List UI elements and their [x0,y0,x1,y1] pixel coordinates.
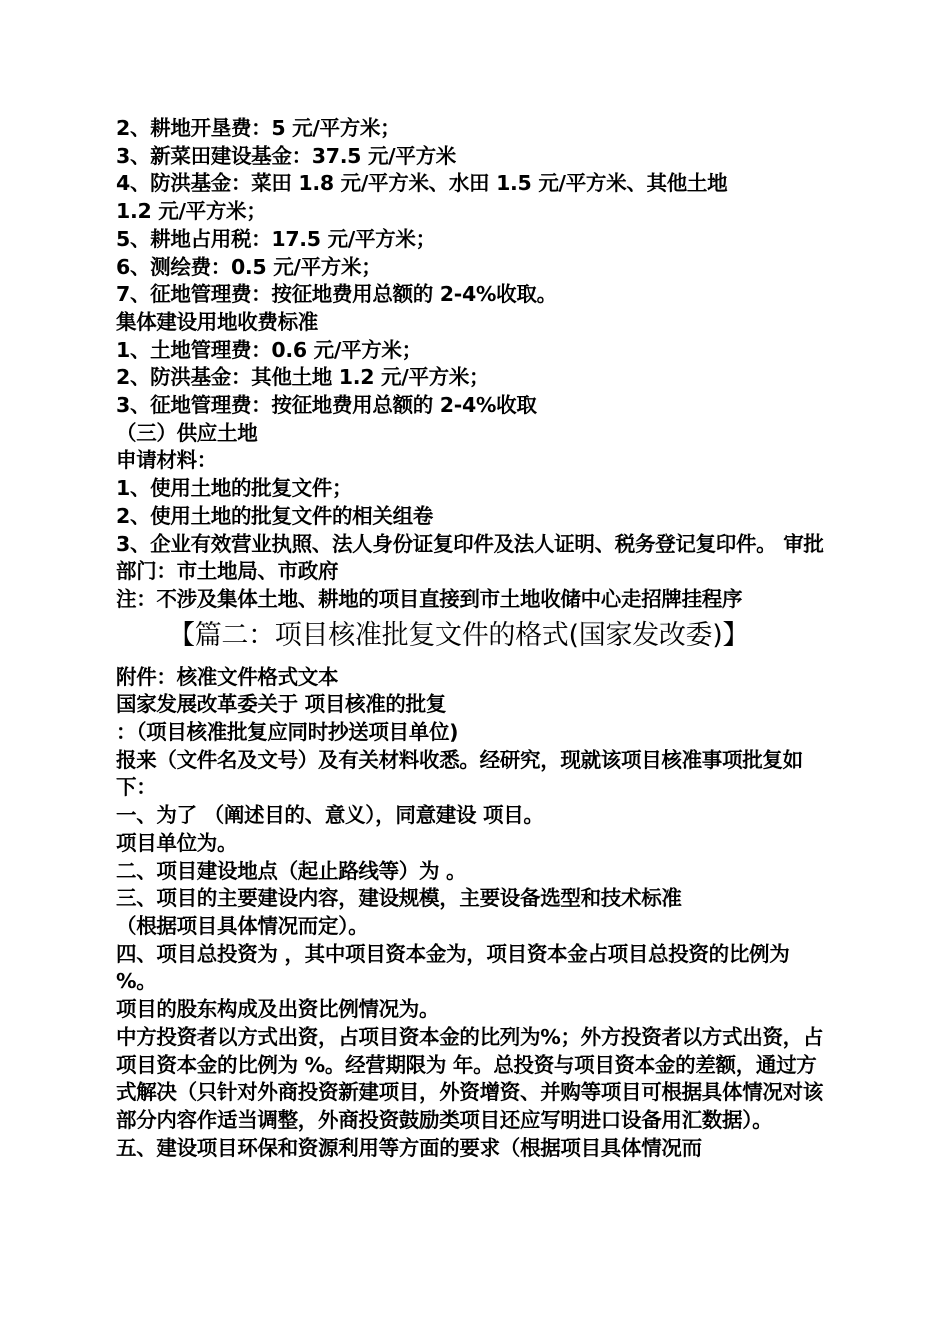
text-line: 1.2 元/平方米； [116,199,267,224]
paragraph-investment: 四、项目总投资为 ，其中项目资本金为，项目资本金占项目总投资的比例为 %。 [116,941,790,994]
subheading-collective-land-fees: 集体建设用地收费标准 [116,309,318,334]
text-line: 国家发展改革委关于 项目核准的批复 [116,692,447,717]
text-line: 二、项目建设地点（起止路线等）为 。 [116,858,467,883]
paragraph-foreign-investment: 中方投资者以方式出资，占项目资本金的比列为%；外方投资者以方式出资，占项目资本金的比例为 %。经营期限为 年。总投资与项目资本金的差额，通过方式解决（只针对外商投资新建项目，外资增资、并购等项目可根据具体情况对该部分内容作适当调整，外商投资鼓励类项目还应写明进口设备用汇数据）。 [116,1024,824,1132]
text-line: （根据项目具体情况而定）。 [116,913,369,938]
text-line: 5、耕地占用税：17.5 元/平方米； [116,226,436,251]
paragraph-report: 报来（文件名及文号）及有关材料收悉。经研究，现就该项目核准事项批复如下： [116,747,803,800]
text-line: 6、测绘费：0.5 元/平方米； [116,254,382,279]
text-line: 一、为了 （阐述目的、意义），同意建设 项目。 [116,803,544,828]
subheading-application-materials: 申请材料： [116,448,217,473]
text-line: 项目的股东构成及出资比例情况为。 [116,997,440,1022]
text-line: 3、新菜田建设基金：37.5 元/平方米 [116,143,456,168]
text-line: 五、建设项目环保和资源利用等方面的要求（根据项目具体情况而 [116,1135,702,1160]
text-line: 1、土地管理费：0.6 元/平方米； [116,337,422,362]
text-line: 三、项目的主要建设内容，建设规模，主要设备选型和技术标准 [116,886,682,911]
text-line: 2、使用土地的批复文件的相关组卷 [116,503,433,528]
paragraph-note: 注：不涉及集体土地、耕地的项目直接到市土地收储中心走招牌挂程序 [116,586,743,611]
subheading-supply-land: （三）供应土地 [116,420,258,445]
paragraph-materials: 3、企业有效营业执照、法人身份证复印件及法人证明、税务登记复印件。 审批部门：市土地局、市政府 [116,531,824,584]
text-line: ：（项目核准批复应同时抄送项目单位) [116,720,459,745]
text-line: 2、耕地开垦费：5 元/平方米； [116,116,401,140]
text-line: 项目单位为。 [116,830,238,855]
text-line: 4、防洪基金：菜田 1.8 元/平方米、水田 1.5 元/平方米、其他土地 [116,171,728,196]
text-line: 2、防洪基金：其他土地 1.2 元/平方米； [116,365,490,390]
text-line: 3、征地管理费：按征地费用总额的 2-4%收取 [116,393,537,418]
text-line: 1、使用土地的批复文件； [116,476,353,501]
text-line: 附件：核准文件格式文本 [116,664,339,689]
document-page [116,115,836,1162]
text-line: 7、征地管理费：按征地费用总额的 2-4%收取。 [116,282,557,307]
section-heading: 【篇二：项目核准批复文件的格式(国家发改委)】 [168,619,750,651]
